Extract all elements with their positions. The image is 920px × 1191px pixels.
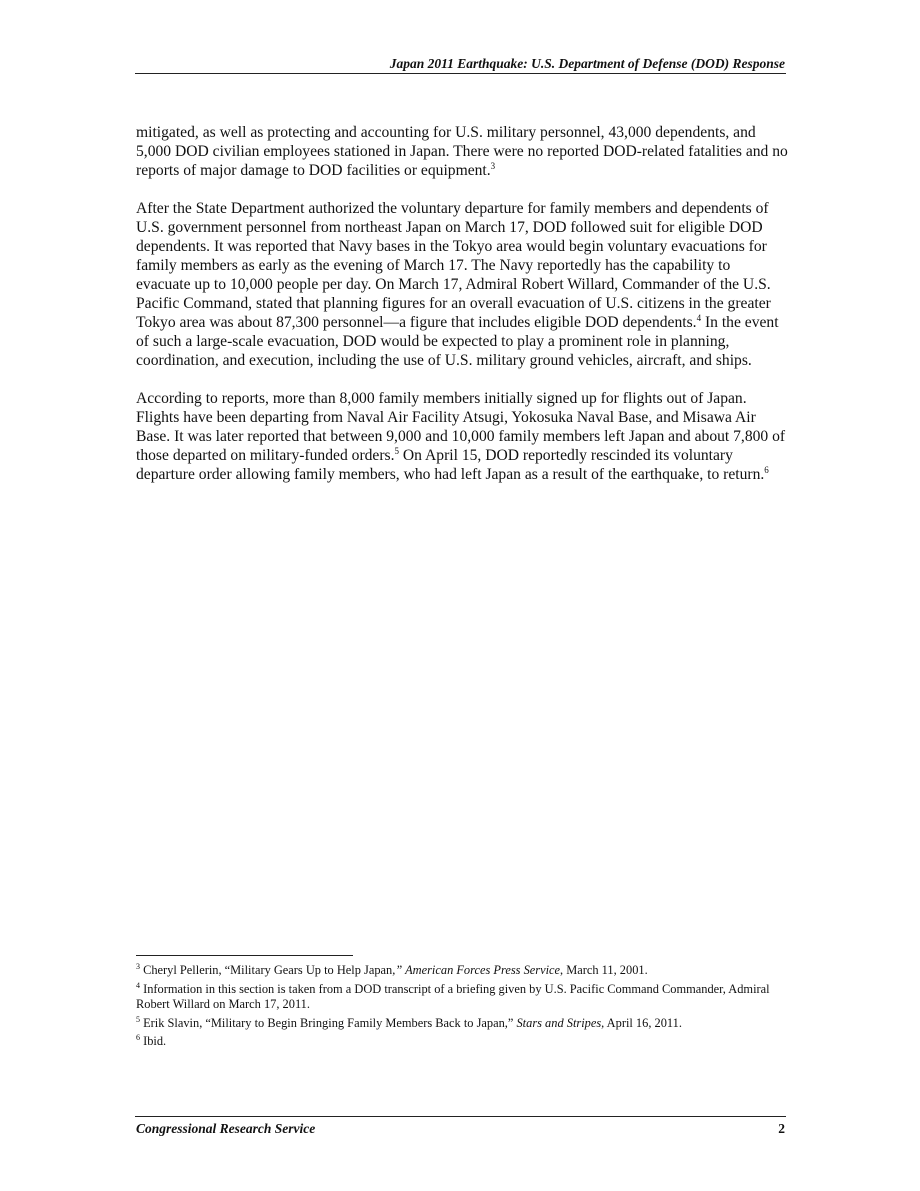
footnote-number: 4 bbox=[136, 980, 140, 990]
running-header: Japan 2011 Earthquake: U.S. Department of Defense (DOD) Response bbox=[389, 56, 785, 71]
paragraph-2 bbox=[136, 199, 788, 370]
footnote-5 bbox=[136, 1016, 796, 1032]
footer-rule bbox=[135, 1116, 786, 1117]
paragraph-3 bbox=[136, 389, 788, 484]
footnote-ref-6[interactable]: 6 bbox=[764, 464, 769, 475]
footnote-ref-3[interactable]: 3 bbox=[490, 160, 496, 171]
paragraph-2-text-a: After the State Department authorized the voluntary departure for family members and dependents of U.S. government personnel from northeast Japan on March 17, DOD followed suit for eligible DOD dependents. It was reported that Navy bases in the Tokyo area would begin voluntary evacuations for family members as early as the evening of March 17. The Navy reportedly has the capability to evacuate up to 10,000 people per day. On March 17, Admiral Robert Willard, Commander of the U.S. Pacific Command, stated that planning figures for an overall evacuation of U.S. citizens in the greater Tokyo area was about 87,300 personnel—a figure that includes eligible DOD dependents. bbox=[136, 200, 771, 331]
footnote-text: Information in this section is taken from a DOD transcript of a briefing given by U.S. Pacific Command Commander, Admiral Robert Willard on March 17, 2011. bbox=[136, 981, 770, 1011]
footnote-text: Erik Slavin, “Military to Begin Bringing Family Members Back to Japan,” bbox=[140, 1015, 517, 1030]
footnote-text-tail: , March 11, 2001. bbox=[560, 963, 648, 977]
footnote-text-tail: April 16, 2011. bbox=[604, 1015, 682, 1030]
footnote-number: 5 bbox=[136, 1014, 140, 1024]
paragraph-3-text-a: According to reports, more than 8,000 family members initially signed up for flights out of Japan. Flights have been departing from Naval Air Facility Atsugi, Yokosuka Naval Base, and Misawa Air Base. It was later reported that between 9,000 and 10,000 family members left Japan and about 7,800 of those departed on military-funded orders. bbox=[136, 390, 786, 464]
footnote-text: Cheryl Pellerin, “Military Gears Up to Help Japan bbox=[140, 963, 393, 977]
footnote-ref-4[interactable]: 4 bbox=[696, 312, 702, 323]
footnotes bbox=[136, 963, 796, 1053]
footnote-number: 3 bbox=[136, 961, 140, 971]
paragraph-1-text: mitigated, as well as protecting and accounting for U.S. military personnel, 43,000 dependents, and 5,000 DOD civilian employees stationed in Japan. There were no reported DOD-related fatalities and no reports of major damage to DOD facilities or equipment. bbox=[136, 124, 788, 179]
footnote-number: 6 bbox=[136, 1032, 140, 1042]
header-rule bbox=[135, 73, 786, 74]
footnote-3 bbox=[136, 963, 796, 979]
footnote-source-italic: ,” American Forces Press Service bbox=[392, 963, 561, 977]
footnote-6 bbox=[136, 1034, 796, 1050]
paragraph-3-text-b: On April 15, DOD reportedly rescinded its voluntary departure order allowing family members, who had left Japan as a result of the earthquake, to return. bbox=[136, 447, 765, 483]
footnote-4 bbox=[136, 982, 796, 1013]
footnote-source-italic: Stars and Stripes, bbox=[516, 1015, 605, 1030]
footnote-text: Ibid. bbox=[140, 1034, 167, 1048]
body-text bbox=[136, 123, 788, 503]
page-number: 2 bbox=[778, 1121, 785, 1136]
paragraph-2-text-b: In the event of such a large-scale evacuation, DOD would be expected to play a prominent role in planning, coordination, and execution, including the use of U.S. military ground vehicles, aircraft, and ships. bbox=[136, 314, 779, 369]
footer-organization: Congressional Research Service bbox=[136, 1121, 316, 1136]
footnote-ref-5[interactable]: 5 bbox=[394, 445, 400, 456]
footnote-rule bbox=[136, 955, 353, 956]
paragraph-1 bbox=[136, 123, 788, 180]
